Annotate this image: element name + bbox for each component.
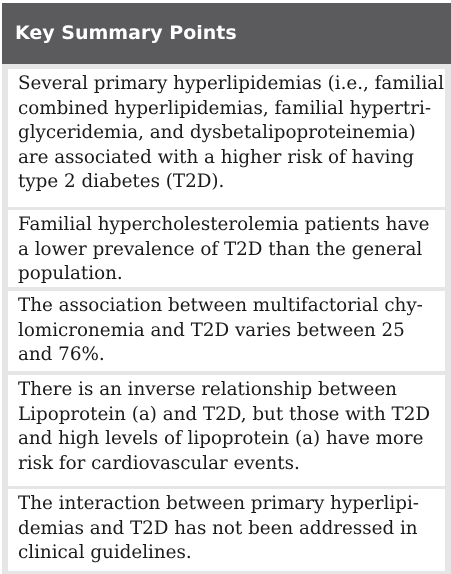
summary-point-1 [8, 69, 445, 207]
point-line: are associated with a higher risk of having [18, 146, 414, 168]
summary-point-3 [8, 291, 445, 371]
point-line: Familial hypercholesterolemia patients have [18, 214, 430, 235]
summary-point-2 [8, 210, 445, 287]
point-line: glyceridemia, and dysbetalipoproteinemia) [18, 122, 416, 143]
point-line: The interaction between primary hyperlipi- [18, 493, 419, 514]
point-line: type 2 diabetes (T2D). [18, 171, 225, 192]
summary-box [2, 3, 451, 574]
point-line: The association between multifactorial chy- [18, 295, 423, 316]
point-line: risk for cardiovascular events. [18, 452, 300, 474]
summary-title: Key Summary Points [2, 3, 451, 64]
point-line: a lower prevalence of T2D than the general [18, 238, 423, 260]
point-line: population. [18, 263, 123, 284]
point-line: Several primary hyperlipidemias (i.e., familial [18, 73, 444, 94]
point-line: Lipoprotein (a) and T2D, but those with T2D [18, 403, 431, 425]
point-line: There is an inverse relationship between [18, 379, 397, 400]
point-line: lomicronemia and T2D varies between 25 [18, 319, 405, 341]
point-line: combined hyperlipidemias, familial hypertri- [18, 97, 432, 119]
point-line: and high levels of lipoprotein (a) have more [18, 428, 424, 449]
summary-point-5 [8, 489, 445, 571]
point-line: and 76%. [18, 344, 105, 365]
summary-point-4 [8, 375, 445, 486]
point-line: clinical guidelines. [18, 542, 192, 563]
point-line: demias and T2D has not been addressed in [18, 517, 418, 539]
